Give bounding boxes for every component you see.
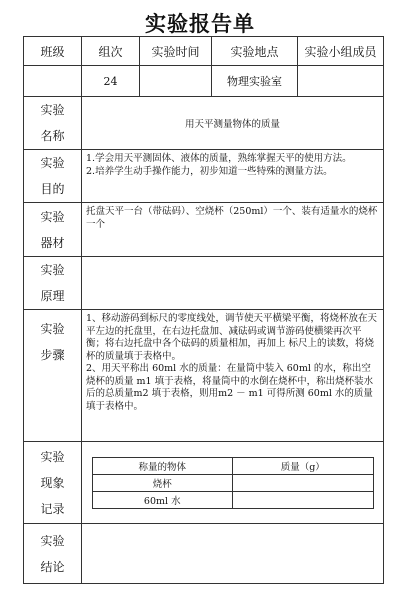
principle-content [82, 257, 384, 310]
header-members: 实验小组成员 [298, 37, 384, 66]
label-purpose: 实验 目的 [24, 150, 82, 203]
time-value [140, 66, 212, 97]
class-value [24, 66, 82, 97]
record-header-object: 称量的物体 [92, 457, 233, 474]
label-name: 实验 名称 [24, 97, 82, 150]
record-table [92, 457, 374, 509]
name-content: 用天平测量物体的质量 [82, 97, 384, 150]
header-location: 实验地点 [212, 37, 298, 66]
header-group: 组次 [82, 37, 140, 66]
header-time: 实验时间 [140, 37, 212, 66]
record-header-mass: 质量（g） [233, 457, 374, 474]
phenomenon-content [82, 442, 384, 524]
info-row [24, 66, 384, 97]
record-object: 60ml 水 [92, 491, 233, 508]
steps-content: 1、移动游码到标尺的零度线处，调节使天平横梁平衡，将烧杯放在天平左边的托盘里，在右边托盘加、减砝码或调节游码使横梁再次平衡；将右边托盘中各个砝码的质量相加，再加上 标尺上的读数，将烧杯的质量填于表格中。 2、用天平称出 60ml 水的质量：在量筒中装入 60ml 的水，称出空烧杯的质量 m1 填于表格，将量筒中的水倒在烧杯中，称出烧杯装水后的总质量m2 填于表格，则用m2 － m1 可得所测 60ml 水的质量填于表格中。 [82, 310, 384, 442]
location-value: 物理实验室 [212, 66, 298, 97]
label-phenomenon: 实验 现象 记录 [24, 442, 82, 524]
record-mass [233, 491, 374, 508]
row-name [24, 97, 384, 150]
label-principle: 实验 原理 [24, 257, 82, 310]
row-conclusion [24, 524, 384, 584]
row-steps [24, 310, 384, 442]
record-mass [233, 474, 374, 491]
header-row [24, 37, 384, 66]
report-title: 实验报告单 [145, 12, 255, 36]
record-header-row [92, 457, 373, 474]
members-value [298, 66, 384, 97]
label-conclusion: 实验 结论 [24, 524, 82, 584]
header-class: 班级 [24, 37, 82, 66]
report-table [23, 36, 384, 584]
purpose-content: 1.学会用天平测固体、液体的质量，熟练掌握天平的使用方法。 2.培养学生动手操作能力，初步知道一些特殊的测量方法。 [82, 150, 384, 203]
equipment-content: 托盘天平一台（带砝码）、空烧杯（250ml）一个、装有适量水的烧杯一个 [82, 203, 384, 257]
record-object: 烧杯 [92, 474, 233, 491]
record-row [92, 474, 373, 491]
record-row [92, 491, 373, 508]
label-steps: 实验 步骤 [24, 310, 82, 442]
label-equipment: 实验 器材 [24, 203, 82, 257]
group-value: 24 [82, 66, 140, 97]
row-equipment [24, 203, 384, 257]
conclusion-content [82, 524, 384, 584]
row-phenomenon [24, 442, 384, 524]
row-purpose [24, 150, 384, 203]
row-principle [24, 257, 384, 310]
